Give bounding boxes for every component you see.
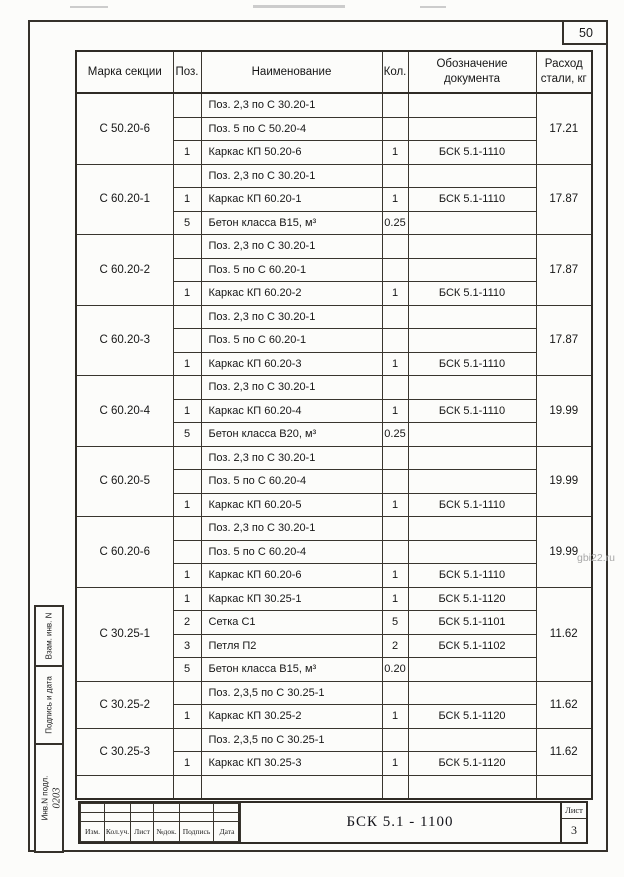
quantity-cell	[382, 376, 408, 400]
col-header-section-mark: Марка секции	[76, 51, 173, 93]
quantity-cell	[382, 517, 408, 541]
section-mark-cell: С 60.20-5	[76, 446, 173, 517]
document-ref-cell: БСК 5.1-1102	[408, 634, 536, 658]
document-ref-cell	[408, 211, 536, 235]
position-cell: 5	[173, 211, 201, 235]
document-ref-cell	[408, 258, 536, 282]
spec-row	[76, 235, 592, 259]
col-header-document: Обозначение документа	[408, 51, 536, 93]
position-cell	[173, 470, 201, 494]
document-ref-cell	[408, 658, 536, 682]
page-number-box	[562, 22, 608, 45]
document-ref-cell	[408, 446, 536, 470]
spec-table-body	[76, 93, 592, 799]
position-cell	[173, 540, 201, 564]
sheet-box	[560, 803, 586, 842]
name-cell: Поз. 5 по С 60.20-1	[201, 258, 382, 282]
inventory-number: 0203	[51, 787, 63, 809]
sheet-label: Лист	[562, 803, 586, 819]
name-cell: Каркас КП 30.25-2	[201, 705, 382, 729]
quantity-cell	[382, 470, 408, 494]
document-number: БСК 5.1 - 1100	[346, 814, 454, 830]
name-cell: Поз. 5 по С 60.20-4	[201, 540, 382, 564]
document-ref-cell	[408, 423, 536, 447]
scan-artifact	[420, 6, 446, 8]
position-cell: 3	[173, 634, 201, 658]
position-cell: 5	[173, 658, 201, 682]
stamp-vzam-inv-label: Взам. инв. N	[44, 612, 54, 660]
quantity-cell: 1	[382, 587, 408, 611]
name-cell: Поз. 5 по С 50.20-4	[201, 117, 382, 141]
quantity-cell	[382, 164, 408, 188]
title-block-revision-grid	[80, 803, 240, 842]
name-cell: Поз. 2,3 по С 30.20-1	[201, 446, 382, 470]
spec-row	[76, 164, 592, 188]
name-cell: Сетка С1	[201, 611, 382, 635]
col-header-quantity: Кол.	[382, 51, 408, 93]
position-cell	[173, 117, 201, 141]
position-cell	[173, 728, 201, 752]
quantity-cell: 5	[382, 611, 408, 635]
quantity-cell	[382, 446, 408, 470]
document-ref-cell	[408, 728, 536, 752]
quantity-cell: 1	[382, 141, 408, 165]
position-cell	[173, 93, 201, 117]
document-ref-cell	[408, 517, 536, 541]
label-izm: Изм.	[81, 822, 105, 842]
document-ref-cell	[408, 164, 536, 188]
position-cell	[173, 517, 201, 541]
spec-row	[76, 681, 592, 705]
name-cell: Поз. 2,3 по С 30.20-1	[201, 164, 382, 188]
document-ref-cell: БСК 5.1-1120	[408, 705, 536, 729]
spec-row	[76, 93, 592, 117]
name-cell: Каркас КП 60.20-1	[201, 188, 382, 212]
section-mark-cell: С 30.25-2	[76, 681, 173, 728]
document-ref-cell	[408, 305, 536, 329]
spec-row	[76, 376, 592, 400]
quantity-cell	[382, 305, 408, 329]
position-cell	[173, 305, 201, 329]
document-ref-cell	[408, 775, 536, 799]
section-mark-cell: С 60.20-4	[76, 376, 173, 447]
position-cell	[173, 681, 201, 705]
stamp-vzam-inv	[34, 605, 64, 667]
document-ref-cell: БСК 5.1-1110	[408, 188, 536, 212]
name-cell	[201, 775, 382, 799]
document-ref-cell	[408, 235, 536, 259]
position-cell	[173, 329, 201, 353]
revision-row	[81, 804, 241, 813]
document-ref-cell: БСК 5.1-1110	[408, 564, 536, 588]
header-row	[76, 51, 592, 93]
label-ndok: №док.	[154, 822, 180, 842]
document-ref-cell: БСК 5.1-1110	[408, 141, 536, 165]
position-cell: 2	[173, 611, 201, 635]
section-mark-cell: С 30.25-1	[76, 587, 173, 681]
position-cell: 1	[173, 282, 201, 306]
name-cell: Поз. 2,3 по С 30.20-1	[201, 235, 382, 259]
col-header-steel: Расход стали, кг	[536, 51, 592, 93]
position-cell	[173, 446, 201, 470]
stamp-inv-podl	[34, 743, 64, 853]
position-cell: 1	[173, 188, 201, 212]
document-ref-cell: БСК 5.1-1110	[408, 352, 536, 376]
quantity-cell: 2	[382, 634, 408, 658]
quantity-cell	[382, 728, 408, 752]
name-cell: Поз. 2,3 по С 30.20-1	[201, 93, 382, 117]
quantity-cell: 1	[382, 282, 408, 306]
spec-table	[75, 50, 593, 800]
document-ref-cell: БСК 5.1-1101	[408, 611, 536, 635]
quantity-cell	[382, 258, 408, 282]
document-ref-cell: БСК 5.1-1120	[408, 752, 536, 776]
position-cell: 1	[173, 705, 201, 729]
spec-row	[76, 446, 592, 470]
name-cell: Поз. 5 по С 60.20-4	[201, 470, 382, 494]
name-cell: Поз. 2,3 по С 30.20-1	[201, 517, 382, 541]
name-cell: Поз. 2,3,5 по С 30.25-1	[201, 681, 382, 705]
steel-consumption-cell: 17.87	[536, 164, 592, 235]
steel-consumption-cell: 19.99	[536, 376, 592, 447]
position-cell: 5	[173, 423, 201, 447]
sheet-number: 3	[571, 823, 577, 837]
col-header-name: Наименование	[201, 51, 382, 93]
document-ref-cell: БСК 5.1-1120	[408, 587, 536, 611]
steel-consumption-cell: 11.62	[536, 728, 592, 775]
quantity-cell: 0.20	[382, 658, 408, 682]
position-cell	[173, 376, 201, 400]
name-cell: Каркас КП 60.20-6	[201, 564, 382, 588]
section-mark-cell: С 60.20-1	[76, 164, 173, 235]
col-header-position: Поз.	[173, 51, 201, 93]
section-mark-cell: С 60.20-6	[76, 517, 173, 588]
quantity-cell	[382, 117, 408, 141]
quantity-cell: 1	[382, 564, 408, 588]
position-cell	[173, 164, 201, 188]
quantity-cell: 1	[382, 705, 408, 729]
stamp-podpis-data-label: Подпись и дата	[44, 676, 54, 734]
position-cell	[173, 775, 201, 799]
section-mark-cell: С 50.20-6	[76, 93, 173, 164]
name-cell: Каркас КП 60.20-2	[201, 282, 382, 306]
revision-row	[81, 813, 241, 822]
quantity-cell	[382, 775, 408, 799]
quantity-cell	[382, 681, 408, 705]
document-ref-cell	[408, 93, 536, 117]
label-podpis: Подпись	[180, 822, 214, 842]
document-ref-cell	[408, 117, 536, 141]
quantity-cell: 1	[382, 752, 408, 776]
scan-artifact	[70, 6, 108, 8]
document-ref-cell	[408, 470, 536, 494]
steel-consumption-cell: 19.99	[536, 517, 592, 588]
document-ref-cell: БСК 5.1-1110	[408, 493, 536, 517]
title-block	[78, 801, 588, 844]
position-cell: 1	[173, 352, 201, 376]
name-cell: Каркас КП 50.20-6	[201, 141, 382, 165]
label-data: Дата	[214, 822, 241, 842]
name-cell: Поз. 2,3,5 по С 30.25-1	[201, 728, 382, 752]
quantity-cell: 0.25	[382, 211, 408, 235]
section-mark-cell	[76, 775, 173, 799]
name-cell: Петля П2	[201, 634, 382, 658]
page-number: 50	[579, 25, 593, 40]
name-cell: Каркас КП 60.20-5	[201, 493, 382, 517]
name-cell: Бетон класса В15, м³	[201, 211, 382, 235]
name-cell: Поз. 5 по С 60.20-1	[201, 329, 382, 353]
position-cell: 1	[173, 141, 201, 165]
spec-row	[76, 775, 592, 799]
section-mark-cell: С 60.20-2	[76, 235, 173, 306]
quantity-cell: 1	[382, 352, 408, 376]
quantity-cell: 1	[382, 493, 408, 517]
document-ref-cell: БСК 5.1-1110	[408, 399, 536, 423]
name-cell: Каркас КП 30.25-1	[201, 587, 382, 611]
watermark: gbi22.ru	[577, 552, 615, 564]
spec-row	[76, 587, 592, 611]
position-cell: 1	[173, 399, 201, 423]
stamp-podpis-data	[34, 665, 64, 745]
label-list: Лист	[131, 822, 154, 842]
section-mark-cell: С 30.25-3	[76, 728, 173, 775]
steel-consumption-cell	[536, 775, 592, 799]
name-cell: Каркас КП 60.20-3	[201, 352, 382, 376]
document-ref-cell: БСК 5.1-1110	[408, 282, 536, 306]
spec-row	[76, 517, 592, 541]
position-cell: 1	[173, 587, 201, 611]
steel-consumption-cell: 17.87	[536, 305, 592, 376]
quantity-cell	[382, 329, 408, 353]
label-koluch: Кол.уч.	[105, 822, 131, 842]
quantity-cell	[382, 93, 408, 117]
position-cell: 1	[173, 564, 201, 588]
position-cell: 1	[173, 493, 201, 517]
document-ref-cell	[408, 681, 536, 705]
quantity-cell	[382, 235, 408, 259]
spec-row	[76, 728, 592, 752]
steel-consumption-cell: 11.62	[536, 587, 592, 681]
quantity-cell: 1	[382, 399, 408, 423]
document-ref-cell	[408, 540, 536, 564]
scan-artifact	[253, 5, 345, 8]
spec-row	[76, 305, 592, 329]
position-cell	[173, 235, 201, 259]
name-cell: Бетон класса В15, м³	[201, 658, 382, 682]
document-ref-cell	[408, 329, 536, 353]
revision-labels-row	[81, 822, 241, 842]
quantity-cell	[382, 540, 408, 564]
steel-consumption-cell: 11.62	[536, 681, 592, 728]
position-cell	[173, 258, 201, 282]
name-cell: Каркас КП 30.25-3	[201, 752, 382, 776]
steel-consumption-cell: 17.21	[536, 93, 592, 164]
document-ref-cell	[408, 376, 536, 400]
section-mark-cell: С 60.20-3	[76, 305, 173, 376]
stamp-inv-podl-label: Инв.N подл.	[40, 775, 50, 821]
position-cell: 1	[173, 752, 201, 776]
name-cell: Бетон класса В20, м³	[201, 423, 382, 447]
steel-consumption-cell: 19.99	[536, 446, 592, 517]
name-cell: Поз. 2,3 по С 30.20-1	[201, 376, 382, 400]
name-cell: Каркас КП 60.20-4	[201, 399, 382, 423]
quantity-cell: 0.25	[382, 423, 408, 447]
steel-consumption-cell: 17.87	[536, 235, 592, 306]
quantity-cell: 1	[382, 188, 408, 212]
name-cell: Поз. 2,3 по С 30.20-1	[201, 305, 382, 329]
